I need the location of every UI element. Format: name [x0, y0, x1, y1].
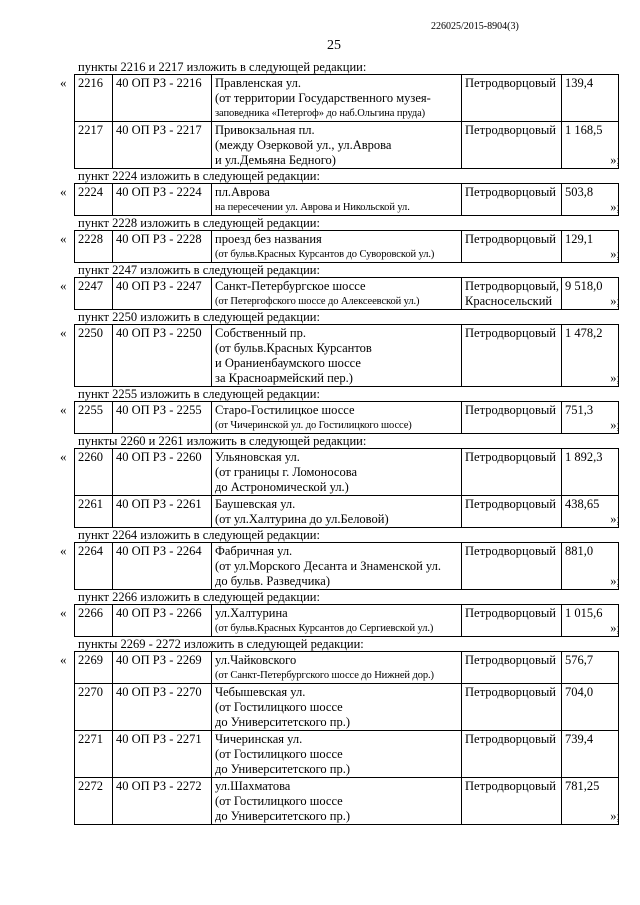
- description-line: (от Гостилицкого шоссе: [215, 747, 343, 761]
- description-line: и ул.Демьяна Бедного): [215, 153, 336, 167]
- road-code-cell: 40 ОП РЗ - 2228: [113, 231, 212, 263]
- open-quote: «: [60, 325, 67, 340]
- road-code-cell: 40 ОП РЗ - 2269: [113, 652, 212, 684]
- description-line: Фабричная ул.: [215, 544, 293, 558]
- row-number-cell: 2250: [75, 325, 113, 387]
- road-table: [74, 74, 619, 169]
- district-cell: [462, 684, 562, 731]
- amendment-instruction: пункт 2228 изложить в следующей редакции:: [78, 216, 320, 230]
- district-line: Петродворцовый: [465, 732, 556, 746]
- description-line: (от бульв.Красных Курсантов до Сергиевской ул.): [215, 623, 434, 634]
- amendment-block: [60, 183, 620, 216]
- table-row: [75, 731, 619, 778]
- district-cell: [462, 543, 562, 590]
- amendment-instruction: пункты 2216 и 2217 изложить в следующей редакции:: [78, 60, 367, 74]
- description-line: до Университетского пр.): [215, 809, 351, 823]
- description-line: ул.Халтурина: [215, 606, 288, 620]
- description-line: (между Озерковой ул., ул.Аврова: [215, 138, 392, 152]
- amendment-block: [60, 324, 620, 387]
- description-line: (от бульв.Красных Курсантов до Суворовской ул.): [215, 249, 435, 260]
- road-description-cell: [212, 184, 462, 216]
- description-line: (от бульв.Красных Курсантов: [215, 341, 372, 355]
- table-row: [75, 75, 619, 122]
- district-cell: [462, 122, 562, 169]
- road-code-cell: 40 ОП РЗ - 2270: [113, 684, 212, 731]
- close-quote: »;: [610, 153, 620, 167]
- row-number-cell: 2270: [75, 684, 113, 731]
- road-table: [74, 401, 619, 434]
- description-line: и Ораниенбаумского шоссе: [215, 356, 361, 370]
- amendment-instruction: пункт 2250 изложить в следующей редакции:: [78, 310, 320, 324]
- district-line: Петродворцовый: [465, 185, 556, 199]
- table-row: [75, 778, 619, 825]
- description-line: (от территории Государственного музея-: [215, 91, 431, 105]
- description-line: (от ул.Морского Десанта и Знаменской ул.: [215, 559, 441, 573]
- description-line: (от Петергофского шоссе до Алексеевской ул.): [215, 296, 420, 307]
- close-quote: »;: [610, 809, 620, 823]
- open-quote: «: [60, 184, 67, 199]
- district-line: Петродворцовый: [465, 326, 556, 340]
- road-description-cell: [212, 325, 462, 387]
- row-number-cell: 2247: [75, 278, 113, 310]
- amendment-instruction: пункт 2224 изложить в следующей редакции:: [78, 169, 320, 183]
- table-row: [75, 684, 619, 731]
- district-cell: [462, 402, 562, 434]
- road-table: [74, 230, 619, 263]
- district-cell: [462, 605, 562, 637]
- road-code-cell: 40 ОП РЗ - 2272: [113, 778, 212, 825]
- district-line: Петродворцовый: [465, 232, 556, 246]
- road-code-cell: 40 ОП РЗ - 2255: [113, 402, 212, 434]
- amendment-instruction: пункт 2255 изложить в следующей редакции:: [78, 387, 320, 401]
- description-line: ул.Чайковского: [215, 653, 297, 667]
- length-cell: 9 518,0: [562, 278, 619, 310]
- description-line: заповедника «Петергоф» до наб.Ольгина пруда): [215, 108, 426, 119]
- district-cell: [462, 75, 562, 122]
- district-line: Петродворцовый: [465, 123, 556, 137]
- road-description-cell: [212, 496, 462, 528]
- road-description-cell: [212, 402, 462, 434]
- road-description-cell: [212, 684, 462, 731]
- description-line: (от Чичеринской ул. до Гостилицкого шоссе): [215, 420, 412, 431]
- length-cell: 1 015,6: [562, 605, 619, 637]
- open-quote: «: [60, 231, 67, 246]
- district-cell: [462, 278, 562, 310]
- road-code-cell: 40 ОП РЗ - 2261: [113, 496, 212, 528]
- description-line: Чичеринская ул.: [215, 732, 303, 746]
- description-line: до Астрономической ул.): [215, 480, 349, 494]
- district-line: Петродворцовый: [465, 76, 556, 90]
- table-row: [75, 652, 619, 684]
- district-line: Петродворцовый: [465, 544, 556, 558]
- description-line: Привокзальная пл.: [215, 123, 315, 137]
- length-cell: 503,8: [562, 184, 619, 216]
- open-quote: «: [60, 75, 67, 90]
- district-cell: [462, 496, 562, 528]
- description-line: Санкт-Петербургское шоссе: [215, 279, 366, 293]
- district-cell: [462, 778, 562, 825]
- description-line: (от Санкт-Петербургского шоссе до Нижней дор.): [215, 670, 434, 681]
- road-table: [74, 277, 619, 310]
- amendment-instruction: пункт 2247 изложить в следующей редакции:: [78, 263, 320, 277]
- length-cell: 1 892,3: [562, 449, 619, 496]
- length-cell: 781,25: [562, 778, 619, 825]
- road-description-cell: [212, 122, 462, 169]
- length-cell: 1 478,2: [562, 325, 619, 387]
- page-number: 25: [327, 38, 341, 53]
- length-cell: 576,7: [562, 652, 619, 684]
- district-cell: [462, 184, 562, 216]
- open-quote: «: [60, 652, 67, 667]
- road-code-cell: 40 ОП РЗ - 2266: [113, 605, 212, 637]
- description-line: Старо-Гостилицкое шоссе: [215, 403, 355, 417]
- amendment-block: [60, 604, 620, 637]
- table-row: [75, 449, 619, 496]
- open-quote: «: [60, 402, 67, 417]
- description-line: (от границы г. Ломоносова: [215, 465, 357, 479]
- description-line: Правленская ул.: [215, 76, 301, 90]
- document-reference: 226025/2015-8904(3): [431, 21, 519, 32]
- road-description-cell: [212, 278, 462, 310]
- district-line: Петродворцовый: [465, 779, 556, 793]
- length-cell: 739,4: [562, 731, 619, 778]
- road-code-cell: 40 ОП РЗ - 2217: [113, 122, 212, 169]
- amendment-block: [60, 74, 620, 169]
- length-cell: 751,3: [562, 402, 619, 434]
- district-line: Петродворцовый: [465, 606, 556, 620]
- open-quote: «: [60, 543, 67, 558]
- table-row: [75, 605, 619, 637]
- close-quote: »;: [610, 371, 620, 385]
- amendment-block: [60, 542, 620, 590]
- road-code-cell: 40 ОП РЗ - 2250: [113, 325, 212, 387]
- open-quote: «: [60, 278, 67, 293]
- district-line: Петродворцовый: [465, 403, 556, 417]
- close-quote: »;: [610, 418, 620, 432]
- amendment-block: [60, 277, 620, 310]
- table-row: [75, 184, 619, 216]
- table-row: [75, 122, 619, 169]
- close-quote: »;: [610, 621, 620, 635]
- amendment-block: [60, 651, 620, 825]
- district-cell: [462, 652, 562, 684]
- row-number-cell: 2269: [75, 652, 113, 684]
- description-line: до Университетского пр.): [215, 715, 351, 729]
- open-quote: «: [60, 449, 67, 464]
- amendment-instruction: пункт 2264 изложить в следующей редакции:: [78, 528, 320, 542]
- length-cell: 129,1: [562, 231, 619, 263]
- district-line: Петродворцовый: [465, 653, 556, 667]
- road-code-cell: 40 ОП РЗ - 2224: [113, 184, 212, 216]
- description-line: Собственный пр.: [215, 326, 306, 340]
- amendment-block: [60, 401, 620, 434]
- amendment-block: [60, 230, 620, 263]
- road-table: [74, 183, 619, 216]
- close-quote: »;: [610, 574, 620, 588]
- road-description-cell: [212, 543, 462, 590]
- description-line: Ульяновская ул.: [215, 450, 300, 464]
- road-description-cell: [212, 449, 462, 496]
- amendment-block: [60, 448, 620, 528]
- length-cell: 1 168,5: [562, 122, 619, 169]
- row-number-cell: 2266: [75, 605, 113, 637]
- row-number-cell: 2261: [75, 496, 113, 528]
- document-body: [60, 60, 620, 825]
- table-row: [75, 402, 619, 434]
- description-line: Баушевская ул.: [215, 497, 296, 511]
- description-line: (от ул.Халтурина до ул.Беловой): [215, 512, 389, 526]
- road-table: [74, 604, 619, 637]
- description-line: до Университетского пр.): [215, 762, 351, 776]
- close-quote: »;: [610, 200, 620, 214]
- row-number-cell: 2216: [75, 75, 113, 122]
- row-number-cell: 2217: [75, 122, 113, 169]
- district-cell: [462, 449, 562, 496]
- description-line: (от Гостилицкого шоссе: [215, 700, 343, 714]
- district-line: Петродворцовый: [465, 497, 556, 511]
- close-quote: »;: [610, 294, 620, 308]
- road-code-cell: 40 ОП РЗ - 2247: [113, 278, 212, 310]
- close-quote: »;: [610, 512, 620, 526]
- table-row: [75, 543, 619, 590]
- row-number-cell: 2255: [75, 402, 113, 434]
- district-cell: [462, 231, 562, 263]
- description-line: ул.Шахматова: [215, 779, 291, 793]
- road-description-cell: [212, 731, 462, 778]
- road-description-cell: [212, 778, 462, 825]
- district-line: Петродворцовый: [465, 450, 556, 464]
- amendment-instruction: пункт 2266 изложить в следующей редакции:: [78, 590, 320, 604]
- description-line: пл.Аврова: [215, 185, 270, 199]
- open-quote: «: [60, 605, 67, 620]
- district-line: Петродворцовый,: [465, 279, 560, 293]
- road-description-cell: [212, 231, 462, 263]
- row-number-cell: 2228: [75, 231, 113, 263]
- row-number-cell: 2272: [75, 778, 113, 825]
- table-row: [75, 278, 619, 310]
- description-line: на пересечении ул. Аврова и Никольской ул.: [215, 202, 410, 213]
- close-quote: »;: [610, 247, 620, 261]
- road-description-cell: [212, 605, 462, 637]
- road-description-cell: [212, 652, 462, 684]
- row-number-cell: 2264: [75, 543, 113, 590]
- district-line: Петродворцовый: [465, 685, 556, 699]
- table-row: [75, 496, 619, 528]
- amendment-instruction: пункты 2260 и 2261 изложить в следующей редакции:: [78, 434, 367, 448]
- description-line: проезд без названия: [215, 232, 322, 246]
- road-code-cell: 40 ОП РЗ - 2264: [113, 543, 212, 590]
- length-cell: 139,4: [562, 75, 619, 122]
- road-code-cell: 40 ОП РЗ - 2260: [113, 449, 212, 496]
- length-cell: 704,0: [562, 684, 619, 731]
- district-cell: [462, 731, 562, 778]
- description-line: Чебышевская ул.: [215, 685, 306, 699]
- row-number-cell: 2271: [75, 731, 113, 778]
- road-code-cell: 40 ОП РЗ - 2271: [113, 731, 212, 778]
- description-line: за Красноармейский пер.): [215, 371, 353, 385]
- road-table: [74, 448, 619, 528]
- table-row: [75, 325, 619, 387]
- amendment-instruction: пункты 2269 - 2272 изложить в следующей редакции:: [78, 637, 364, 651]
- district-line: Красносельский: [465, 294, 553, 308]
- row-number-cell: 2224: [75, 184, 113, 216]
- road-description-cell: [212, 75, 462, 122]
- road-table: [74, 542, 619, 590]
- district-cell: [462, 325, 562, 387]
- table-row: [75, 231, 619, 263]
- description-line: (от Гостилицкого шоссе: [215, 794, 343, 808]
- row-number-cell: 2260: [75, 449, 113, 496]
- road-table: [74, 651, 619, 825]
- description-line: до бульв. Разведчика): [215, 574, 330, 588]
- length-cell: 881,0: [562, 543, 619, 590]
- road-table: [74, 324, 619, 387]
- road-code-cell: 40 ОП РЗ - 2216: [113, 75, 212, 122]
- length-cell: 438,65: [562, 496, 619, 528]
